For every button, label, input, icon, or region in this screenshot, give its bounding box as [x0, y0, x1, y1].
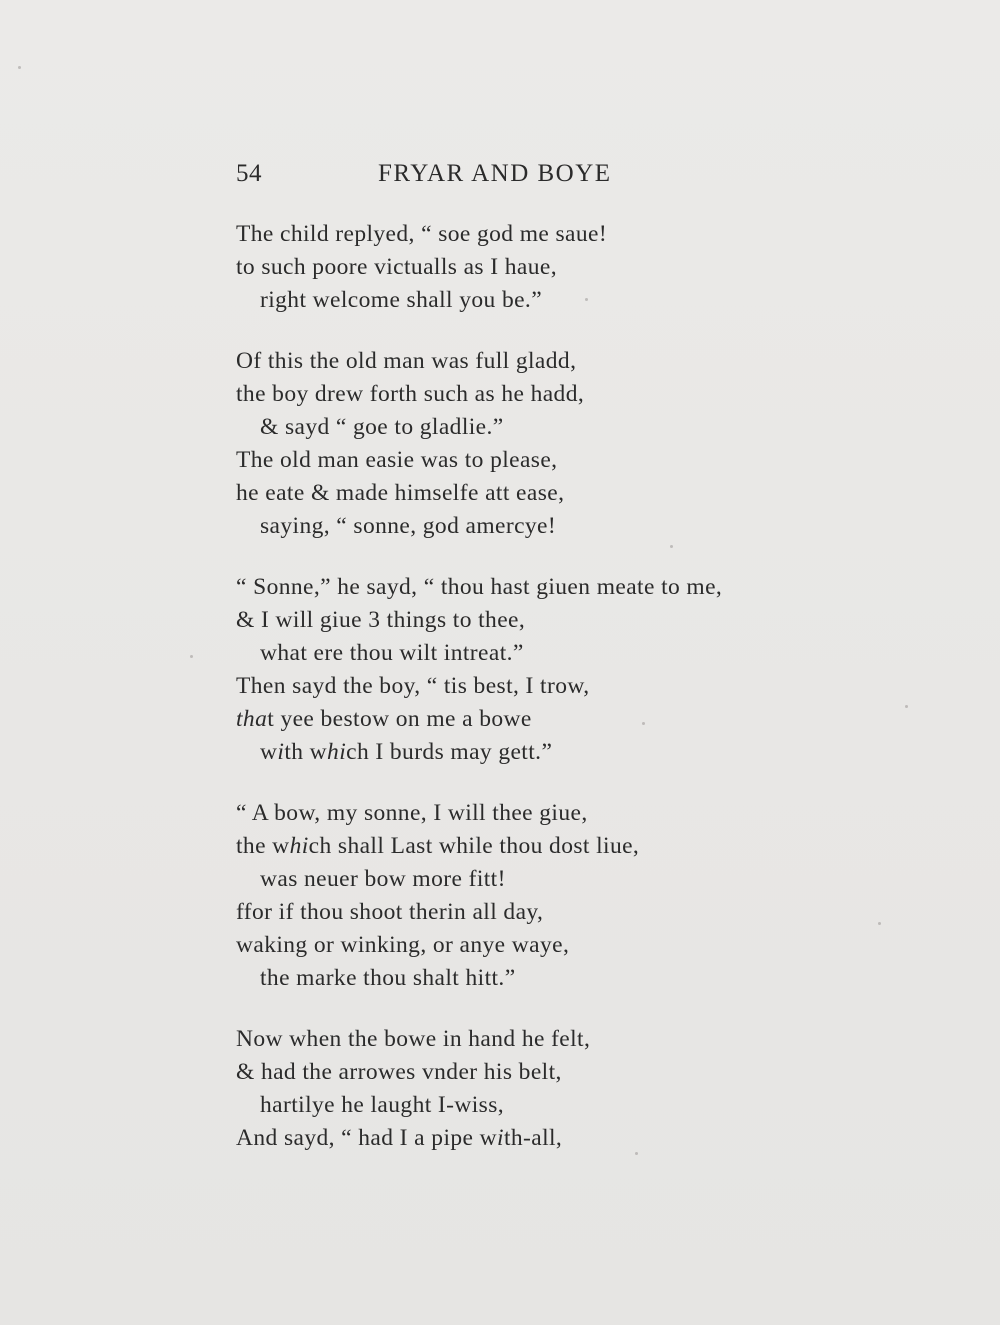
line-text: he eate & made himselfe att ease,: [236, 480, 565, 506]
line-text: ffor if thou shoot therin all day,: [236, 899, 544, 925]
poem-line: [236, 510, 836, 543]
line-text: saying, “ sonne, god amercye!: [260, 513, 557, 539]
poem-line: [236, 1089, 836, 1122]
line-text: was neuer bow more fitt!: [260, 866, 506, 892]
line-text: ch I burds may gett.”: [346, 739, 553, 765]
poem-line: [236, 345, 836, 378]
poem-line: [236, 1023, 836, 1056]
stanza-gap: [236, 317, 836, 345]
italic-expansion: i: [497, 1125, 504, 1151]
poem-line: [236, 604, 836, 637]
line-text: w: [260, 739, 278, 765]
poem-line: [236, 670, 836, 703]
page-number: 54: [236, 160, 262, 187]
line-text: the marke thou shalt hitt.”: [260, 965, 516, 991]
line-text: The old man easie was to please,: [236, 447, 558, 473]
poem-line: [236, 218, 836, 251]
paper-speck: [905, 705, 908, 708]
poem-line: [236, 1056, 836, 1089]
poem-line: [236, 1122, 836, 1155]
poem-line: [236, 736, 836, 769]
line-text: ch shall Last while thou dost liue,: [308, 833, 640, 859]
line-text: And sayd, “ had I a pipe w: [236, 1125, 497, 1151]
line-text: Then sayd the boy, “ tis best, I trow,: [236, 673, 590, 699]
italic-expansion: hi: [289, 833, 309, 859]
line-text: the w: [236, 833, 290, 859]
line-text: “ A bow, my sonne, I will thee giue,: [236, 800, 588, 826]
poem-line: [236, 571, 836, 604]
paper-speck: [878, 922, 881, 925]
stanza-gap: [236, 769, 836, 797]
italic-expansion: i: [277, 739, 285, 765]
line-text: what ere thou wilt intreat.”: [260, 640, 524, 666]
paper-speck: [190, 655, 193, 658]
line-text: the boy drew forth such as he hadd,: [236, 381, 585, 407]
poem-line: [236, 251, 836, 284]
stanza-gap: [236, 995, 836, 1023]
line-text: “ Sonne,” he sayd, “ thou hast giuen meate to me,: [236, 574, 723, 600]
line-text: Now when the bowe in hand he felt,: [236, 1026, 591, 1052]
poem-line: [236, 929, 836, 962]
stanza: [236, 797, 836, 995]
line-text: & had the arrowes vnder his belt,: [236, 1059, 562, 1085]
poem-line: [236, 284, 836, 317]
italic-expansion: tha: [236, 706, 268, 732]
line-text: & I will giue 3 things to thee,: [236, 607, 526, 633]
line-text: Of this the old man was full gladd,: [236, 348, 577, 374]
poem-line: [236, 411, 836, 444]
paper-speck: [18, 66, 21, 69]
line-text: th-all,: [503, 1125, 563, 1151]
line-text: t yee bestow on me a bowe: [267, 706, 532, 732]
running-title: FRYAR AND BOYE: [378, 160, 612, 187]
line-text: hartilye he laught I-wiss,: [260, 1092, 505, 1118]
stanza: [236, 571, 836, 769]
line-text: to such poore victualls as I haue,: [236, 254, 557, 280]
poem-line: [236, 863, 836, 896]
stanza: [236, 1023, 836, 1155]
stanza: [236, 218, 836, 317]
poem-line: [236, 477, 836, 510]
stanza-gap: [236, 543, 836, 571]
poem-line: [236, 378, 836, 411]
poem-line: [236, 896, 836, 929]
poem-line: [236, 797, 836, 830]
line-text: th w: [284, 739, 328, 765]
page-header: [236, 160, 796, 196]
italic-expansion: hi: [327, 739, 347, 765]
paper-speck: [585, 298, 588, 301]
poem-text: [236, 218, 836, 1155]
poem-line: [236, 830, 836, 863]
poem-line: [236, 637, 836, 670]
paper-speck: [635, 1152, 638, 1155]
paper-speck: [642, 722, 645, 725]
line-text: right welcome shall you be.”: [260, 287, 543, 313]
stanza: [236, 345, 836, 543]
poem-line: [236, 962, 836, 995]
paper-speck: [670, 545, 673, 548]
line-text: waking or winking, or anye waye,: [236, 932, 570, 958]
poem-line: [236, 703, 836, 736]
line-text: The child replyed, “ soe god me saue!: [236, 221, 608, 247]
line-text: & sayd “ goe to gladlie.”: [260, 414, 504, 440]
poem-line: [236, 444, 836, 477]
